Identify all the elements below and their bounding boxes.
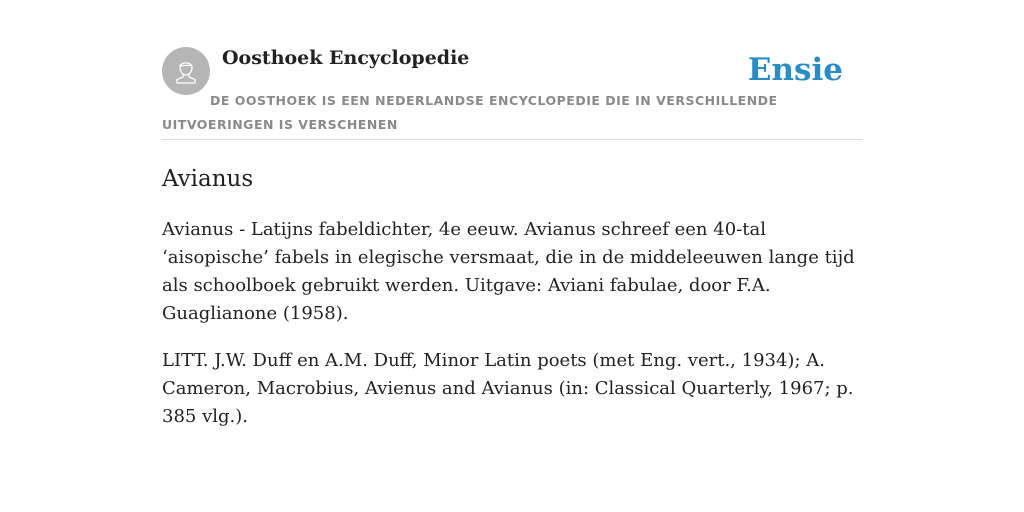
source-title[interactable]: Oosthoek Encyclopedie	[222, 47, 470, 69]
source-description: DE OOSTHOEK IS EEN NEDERLANDSE ENCYCLOPEDIE DIE IN VERSCHILLENDE UITVOERINGEN IS VERSCHENEN	[162, 93, 778, 132]
brand-logo[interactable]: Ensie	[747, 52, 843, 88]
page-container	[162, 0, 862, 431]
source-header	[162, 0, 862, 140]
entry-paragraph: LITT. J.W. Duff en A.M. Duff, Minor Latin poets (met Eng. vert., 1934); A. Cameron, Macrobius, Avienus and Avianus (in: Classical Quarterly, 1967; p. 385 vlg.).	[162, 350, 854, 427]
entry-paragraph: Avianus - Latijns fabeldichter, 4e eeuw. Avianus schreef een 40-tal ‘aisopische’ fabels in elegische versmaat, die in de middeleeuwen lange tijd als schoolboek gebruikt werden. Uitgave: Aviani fabulae, door F.A. Guaglianone (1958).	[162, 219, 855, 324]
user-silhouette-icon	[171, 56, 201, 86]
entry-title: Avianus	[162, 166, 254, 192]
avatar[interactable]	[162, 47, 210, 95]
